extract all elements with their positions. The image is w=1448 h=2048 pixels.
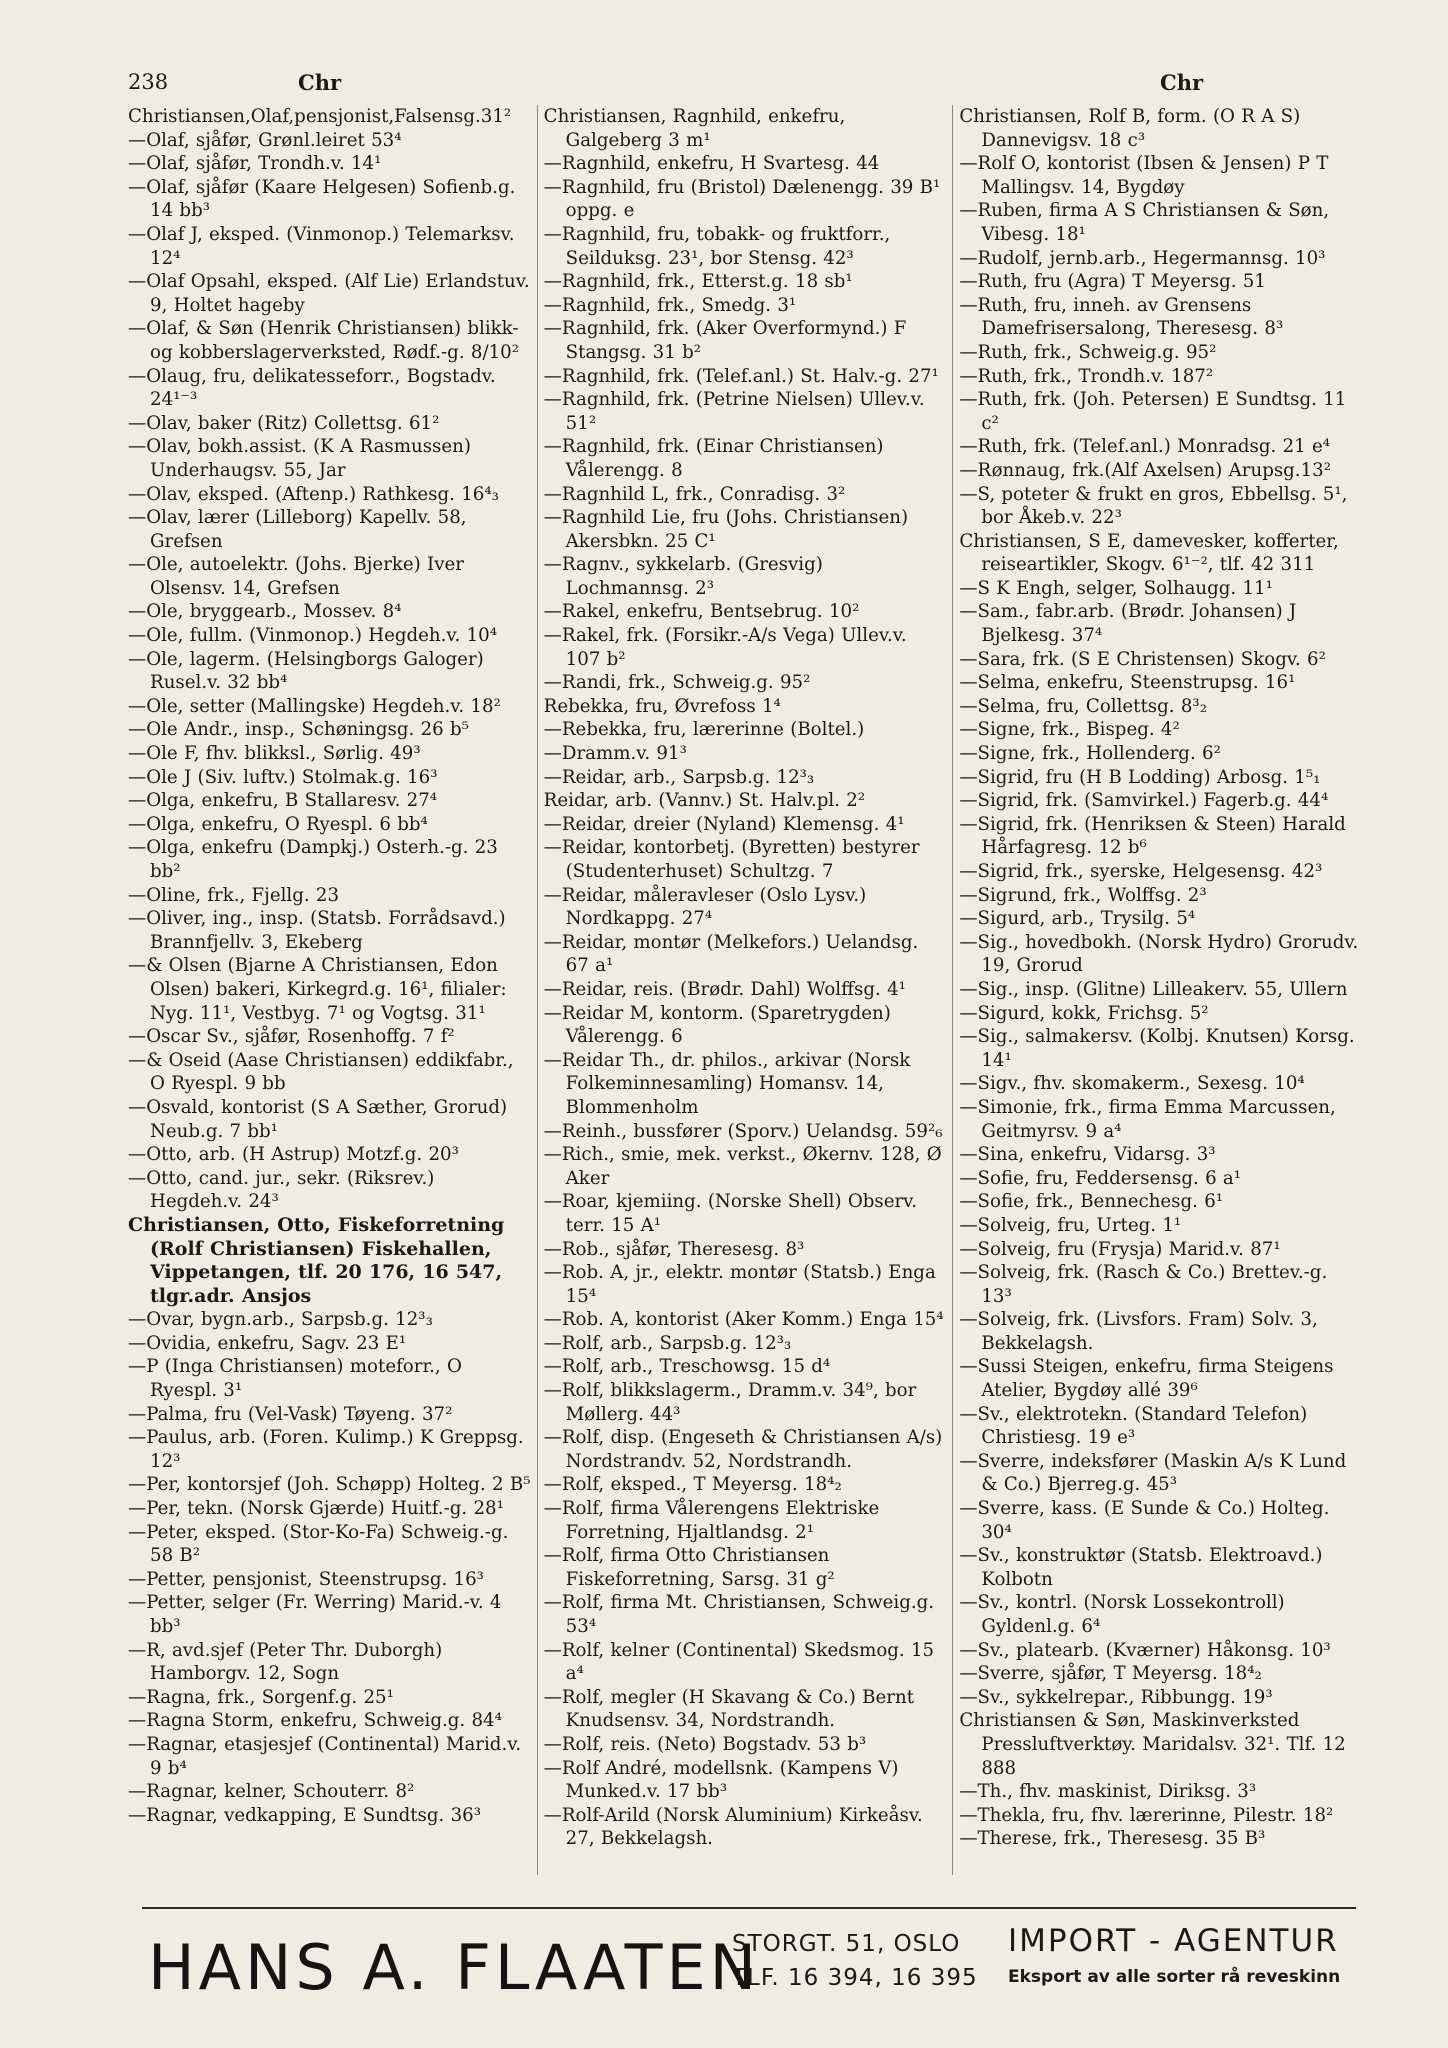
directory-entry: —Ragnhild, enkefru, H Svartesg. 44	[543, 153, 880, 175]
directory-entry: —Ragnar, etasjesjef (Continental) Marid.v. 9 b⁴	[128, 1733, 522, 1779]
directory-entry: —Selma, enkefru, Steenstrupsg. 16¹	[959, 672, 1296, 694]
directory-entry: —Sig., insp. (Glitne) Lilleakerv. 55, Ullern	[959, 978, 1348, 1000]
directory-entry: —Ragna, frk., Sorgenf.g. 25¹	[128, 1686, 394, 1708]
directory-entry: —Sverre, sjåfør, T Meyersg. 18⁴₂	[959, 1663, 1262, 1685]
directory-entry: —Signe, frk., Hollenderg. 6²	[959, 743, 1221, 765]
directory-entry: —Oscar Sv., sjåfør, Rosenhoffg. 7 f²	[128, 1026, 455, 1048]
directory-entry: —Ragnhild, frk., Etterst.g. 18 sb¹	[543, 271, 853, 293]
directory-entry: —Ragnhild, frk. (Telef.anl.) St. Halv.-g. 27¹	[543, 365, 939, 387]
directory-entry: —Rebekka, fru, lærerinne (Boltel.)	[543, 719, 865, 741]
directory-entry: —Ruth, fru, inneh. av Grensens Damefrisersalong, Theresesg. 8³	[959, 294, 1284, 340]
directory-entry: —Reidar, montør (Melkefors.) Uelandsg. 67 a¹	[543, 931, 919, 977]
directory-entry: —Peter, eksped. (Stor-Ko-Fa) Schweig.-g. 58 B²	[128, 1521, 509, 1567]
directory-entry: —Sam., fabr.arb. (Brødr. Johansen) J Bjelkesg. 37⁴	[959, 601, 1297, 647]
directory-entry: —Sverre, indeksfører (Maskin A/s K Lund & Co.) Bjerreg.g. 45³	[959, 1450, 1347, 1496]
directory-entry: —Per, tekn. (Norsk Gjærde) Huitf.-g. 28¹	[128, 1498, 504, 1520]
directory-entry: —Ruth, frk. (Telef.anl.) Monradsg. 21 e⁴	[959, 436, 1331, 458]
directory-entry: —Rolf André, modellsnk. (Kampens V) Munked.v. 17 bb³	[543, 1757, 899, 1803]
directory-entry: —Ragnhild Lie, fru (Johs. Christiansen) Akersbkn. 25 C¹	[543, 507, 909, 552]
directory-entry: —Sofie, frk., Bennechesg. 6¹	[959, 1191, 1224, 1213]
directory-entry: —Sig., hovedbokh. (Norsk Hydro) Grorudv. 19, Grorud	[959, 931, 1359, 977]
directory-entry: —Ragnhild L, frk., Conradisg. 3²	[543, 483, 846, 505]
directory-entry: —Reidar, arb., Sarpsb.g. 12³₃	[543, 766, 815, 788]
directory-entry: —Rob. A, kontorist (Aker Komm.) Enga 15⁴	[543, 1309, 944, 1331]
directory-entry: —Roar, kjemiing. (Norske Shell) Observ. terr. 15 A¹	[543, 1191, 918, 1236]
directory-entry: —Ragnhild, frk. (Petrine Nielsen) Ullev.v. 51²	[543, 389, 925, 434]
directory-entry: —Rolf, arb., Treschowsg. 15 d⁴	[543, 1356, 831, 1378]
directory-entry: —Ruben, firma A S Christiansen & Søn, Vibesg. 18¹	[959, 200, 1330, 245]
directory-entry: —Olaf, sjåfør, Grønl.leiret 53⁴	[128, 129, 402, 151]
directory-entry: —Sv., konstruktør (Statsb. Elektroavd.) Kolbotn	[959, 1545, 1323, 1590]
directory-entry: —Olaf, sjåfør (Kaare Helgesen) Sofienb.g. 14 bb³	[128, 176, 516, 222]
directory-entry: —Sara, frk. (S E Christensen) Skogv. 6²	[959, 648, 1326, 670]
directory-entry: —Signe, frk., Bispeg. 4²	[959, 719, 1180, 741]
directory-entry: —Reidar, dreier (Nyland) Klemensg. 4¹	[543, 813, 905, 835]
directory-entry: —Sigrid, frk. (Henriksen & Steen) Harald Hårfagresg. 12 b⁶	[959, 813, 1346, 859]
directory-entry: —Ragnar, vedkapping, E Sundtsg. 36³	[128, 1804, 482, 1826]
directory-entry: —Olga, enkefru, B Stallaresv. 27⁴	[128, 790, 438, 812]
directory-entry: —Rudolf, jernb.arb., Hegermannsg. 10³	[959, 247, 1326, 269]
directory-entry: —Rolf, eksped., T Meyersg. 18⁴₂	[543, 1474, 842, 1496]
directory-entry: —Sigv., fhv. skomakerm., Sexesg. 10⁴	[959, 1073, 1305, 1095]
directory-entry: —Sigrid, frk. (Samvirkel.) Fagerb.g. 44⁴	[959, 790, 1329, 812]
directory-entry: —Rakel, frk. (Forsikr.-A/s Vega) Ullev.v. 107 b²	[543, 625, 907, 670]
directory-entry: —Sina, enkefru, Vidarsg. 3³	[959, 1144, 1216, 1166]
directory-entry: —Olaf J, eksped. (Vinmonop.) Telemarksv. 12⁴	[128, 223, 515, 269]
directory-entry: —Ole J (Siv. luftv.) Stolmak.g. 16³	[128, 766, 438, 788]
directory-entry: —Oline, frk., Fjellg. 23	[128, 884, 340, 906]
directory-entry: —Sussi Steigen, enkefru, firma Steigens Atelier, Bygdøy allé 39⁶	[959, 1356, 1334, 1402]
directory-entry: —Olav, baker (Ritz) Collettsg. 61²	[128, 412, 440, 434]
directory-entry: —Otto, cand. jur., sekr. (Riksrev.) Hegdeh.v. 24³	[128, 1167, 435, 1213]
column-middle	[537, 105, 953, 1875]
directory-entry: —Solveig, fru, Urteg. 1¹	[959, 1214, 1182, 1236]
directory-entry: —Otto, arb. (H Astrup) Motzf.g. 20³	[128, 1144, 459, 1166]
directory-entry: —Rolf, disp. (Engeseth & Christiansen A/s) Nordstrandv. 52, Nordstrandh.	[543, 1427, 943, 1472]
directory-entry: Christiansen,Olaf,pensjonist,Falsensg.31²	[128, 106, 512, 127]
directory-entry: —Sv., platearb. (Kværner) Håkonsg. 10³	[959, 1639, 1331, 1661]
directory-entry: —Olga, enkefru, O Ryespl. 6 bb⁴	[128, 813, 428, 835]
directory-entry: —Ragnhild, fru (Bristol) Dælenengg. 39 B¹ oppg. e	[543, 176, 941, 222]
directory-entry: —Olaf Opsahl, eksped. (Alf Lie) Erlandstuv. 9, Holtet hageby	[128, 271, 530, 316]
directory-entry: —Olaf, sjåfør, Trondh.v. 14¹	[128, 153, 382, 175]
directory-entry: —Thekla, fru, fhv. lærerinne, Pilestr. 18²	[959, 1804, 1334, 1826]
directory-entry: —Ole Andr., insp., Schøningsg. 26 b⁵	[128, 719, 469, 741]
directory-entry: —Rolf, blikkslagerm., Dramm.v. 34⁹, bor Møllerg. 44³	[543, 1380, 917, 1425]
directory-entry: Christiansen, S E, damevesker, kofferter, reiseartikler, Skogv. 6¹⁻², tlf. 42 311	[959, 530, 1339, 576]
directory-entry: —Ole F, fhv. blikksl., Sørlig. 49³	[128, 743, 421, 765]
directory-entry: —Ruth, frk. (Joh. Petersen) E Sundtsg. 11 c²	[959, 389, 1347, 434]
directory-entry: —Randi, frk., Schweig.g. 95²	[543, 672, 811, 694]
directory-entry: —Olaf, & Søn (Henrik Christiansen) blikk- og kobberslagerverksted, Rødf.-g. 8/10²	[128, 318, 520, 363]
directory-entry: —Ole, autoelektr. (Johs. Bjerke) Iver Olsensv. 14, Grefsen	[128, 554, 464, 599]
directory-entry: —Reidar M, kontorm. (Sparetrygden) Vålerengg. 6	[543, 1002, 891, 1048]
ad-import-heading: IMPORT - AGENTUR	[1008, 1923, 1339, 1959]
directory-entry: —Rolf, reis. (Neto) Bogstadv. 53 b³	[543, 1733, 867, 1755]
directory-entry: —Rob., sjåfør, Theresesg. 8³	[543, 1238, 805, 1260]
directory-entry: —Rolf, arb., Sarpsb.g. 12³₃	[543, 1332, 792, 1354]
directory-entry: —Petter, pensjonist, Steenstrupsg. 16³	[128, 1568, 484, 1590]
directory-entry: —& Olsen (Bjarne A Christiansen, Edon Olsen) bakeri, Kirkegrd.g. 16¹, filialer: Nyg. 11¹, Vestbyg. 7¹ og Vogtsg. 31¹	[128, 955, 507, 1024]
directory-entry: —Rolf, firma Otto Christiansen Fiskeforretning, Sarsg. 31 g²	[543, 1545, 835, 1590]
directory-entry: —Ragnv., sykkelarb. (Gresvig) Lochmannsg. 2³	[543, 554, 823, 599]
directory-entry: —Ragnhild, frk. (Einar Christiansen) Vålerengg. 8	[543, 436, 884, 481]
right-running-head: Chr	[1160, 70, 1204, 95]
directory-entry: —R, avd.sjef (Peter Thr. Duborgh) Hamborgv. 12, Sogn	[128, 1639, 443, 1685]
directory-entry: —Ovidia, enkefru, Sagv. 23 E¹	[128, 1332, 407, 1354]
directory-entry: —Olav, lærer (Lilleborg) Kapellv. 58, Grefsen	[128, 507, 467, 552]
directory-entry: —Sofie, fru, Feddersensg. 6 a¹	[959, 1167, 1242, 1189]
directory-entry: —Olga, enkefru (Dampkj.) Osterh.-g. 23 bb²	[128, 837, 498, 882]
directory-entry: —Olav, eksped. (Aftenp.) Rathkesg. 16⁴₃	[128, 483, 499, 505]
directory-entry: Rebekka, fru, Øvrefoss 1⁴	[543, 695, 781, 717]
directory-entry: —Ruth, frk., Schweig.g. 95²	[959, 341, 1217, 363]
directory-entry: —Ragnhild, frk., Smedg. 3¹	[543, 294, 797, 316]
advertisement	[142, 1907, 1356, 2009]
directory-entry: Christiansen, Ragnhild, enkefru, Galgeberg 3 m¹	[543, 106, 846, 151]
directory-entry: —Sv., kontrl. (Norsk Lossekontroll) Gyldenl.g. 6⁴	[959, 1592, 1285, 1637]
directory-entry: —Petter, selger (Fr. Werring) Marid.-v. 4 bb³	[128, 1592, 502, 1637]
ad-company-name: HANS A. FLAATEN	[148, 1931, 761, 2004]
directory-entry: —Solveig, frk. (Rasch & Co.) Brettev.-g. 13³	[959, 1262, 1328, 1307]
directory-entry: —Ovar, bygn.arb., Sarpsb.g. 12³₃	[128, 1309, 433, 1331]
directory-entry: —Rolf, megler (H Skavang & Co.) Bernt Knudsensv. 34, Nordstrandh.	[543, 1686, 915, 1732]
directory-entry: —Per, kontorsjef (Joh. Schøpp) Holteg. 2 B⁵	[128, 1474, 531, 1496]
directory-entry: —Ragna Storm, enkefru, Schweig.g. 84⁴	[128, 1710, 502, 1732]
directory-entry: —P (Inga Christiansen) moteforr., O Ryespl. 3¹	[128, 1356, 462, 1402]
directory-entry: —Olaug, fru, delikatesseforr., Bogstadv. 24¹⁻³	[128, 365, 496, 411]
directory-entry: —Sv., sykkelrepar., Ribbungg. 19³	[959, 1686, 1273, 1708]
directory-entry: —Selma, fru, Collettsg. 8³₂	[959, 695, 1207, 717]
directory-entry: —Rich., smie, mek. verkst., Økernv. 128, Ø Aker	[543, 1144, 942, 1189]
directory-entry: —S, poteter & frukt en gros, Ebbellsg. 5¹, bor Åkeb.v. 22³	[959, 483, 1348, 529]
directory-entry: —Solveig, fru (Frysja) Marid.v. 87¹	[959, 1238, 1281, 1260]
directory-entry: —Reidar, reis. (Brødr. Dahl) Wolffsg. 4¹	[543, 978, 906, 1000]
directory-entry: —Th., fhv. maskinist, Diriksg. 3³	[959, 1781, 1257, 1803]
directory-entry: —Simonie, frk., firma Emma Marcussen, Geitmyrsv. 9 a⁴	[959, 1096, 1336, 1142]
directory-entry: —& Oseid (Aase Christiansen) eddikfabr., O Ryespl. 9 bb	[128, 1049, 514, 1095]
directory-columns	[128, 105, 1368, 1875]
directory-entry: —Sigrund, frk., Wolffsg. 2³	[959, 884, 1207, 906]
directory-entry: —Ole, bryggearb., Mossev. 8⁴	[128, 601, 402, 623]
directory-entry: —Rolf O, kontorist (Ibsen & Jensen) P T Mallingsv. 14, Bygdøy	[959, 153, 1329, 198]
directory-entry: —Paulus, arb. (Foren. Kulimp.) K Greppsg. 12³	[128, 1427, 524, 1472]
directory-entry: —Ruth, fru (Agra) T Meyersg. 51	[959, 271, 1266, 293]
directory-entry: Reidar, arb. (Vannv.) St. Halv.pl. 2²	[543, 790, 866, 812]
directory-entry: —Sig., salmakersv. (Kolbj. Knutsen) Korsg. 14¹	[959, 1026, 1355, 1071]
page-number: 238	[128, 70, 169, 94]
directory-entry: —Reidar Th., dr. philos., arkivar (Norsk Folkeminnesamling) Homansv. 14, Blommenholm	[543, 1049, 911, 1118]
directory-entry: —Rakel, enkefru, Bentsebrug. 10²	[543, 601, 860, 623]
column-right	[952, 105, 1368, 1875]
directory-entry: —Rolf, firma Mt. Christiansen, Schweig.g. 53⁴	[543, 1592, 935, 1637]
directory-entry: —Sigurd, arb., Trysilg. 5⁴	[959, 908, 1196, 930]
directory-entry: —Dramm.v. 91³	[543, 743, 687, 765]
directory-entry: —Sigurd, kokk, Frichsg. 5²	[959, 1002, 1209, 1024]
directory-entry: —Ole, setter (Mallingske) Hegdeh.v. 18²	[128, 695, 501, 717]
directory-entry: —Sigrid, frk., syerske, Helgesensg. 42³	[959, 861, 1323, 882]
ad-address-line: STORGT. 51, OSLO	[732, 1931, 961, 1957]
directory-entry: Christiansen, Rolf B, form. (O R A S) Dannevigsv. 18 c³	[959, 106, 1301, 151]
ad-address	[732, 1927, 978, 1995]
directory-entry: —Reidar, kontorbetj. (Byretten) bestyrer (Studenterhuset) Schultzg. 7	[543, 837, 920, 882]
directory-entry: —Reinh., bussfører (Sporv.) Uelandsg. 59²₆	[543, 1120, 943, 1142]
directory-entry: —Rolf-Arild (Norsk Aluminium) Kirkeåsv. 27, Bekkelagsh.	[543, 1804, 923, 1850]
directory-entry: —Ole, lagerm. (Helsingborgs Galoger) Rusel.v. 32 bb⁴	[128, 648, 484, 694]
directory-entry: —Rolf, kelner (Continental) Skedsmog. 15 a⁴	[543, 1639, 935, 1685]
directory-entry: —S K Engh, selger, Solhaugg. 11¹	[959, 577, 1273, 599]
directory-entry: —Ragnar, kelner, Schouterr. 8²	[128, 1781, 415, 1803]
directory-entry: —Sverre, kass. (E Sunde & Co.) Holteg. 30⁴	[959, 1498, 1330, 1543]
directory-entry: —Reidar, måleravleser (Oslo Lysv.) Nordkappg. 27⁴	[543, 884, 867, 930]
ad-phone-line: TLF. 16 394, 16 395	[732, 1965, 978, 1991]
directory-entry: —Osvald, kontorist (S A Sæther, Grorud) Neub.g. 7 bb¹	[128, 1096, 508, 1142]
directory-entry: —Ole, fullm. (Vinmonop.) Hegdeh.v. 10⁴	[128, 625, 498, 647]
directory-entry: —Ruth, frk., Trondh.v. 187²	[959, 365, 1214, 387]
directory-entry: —Ragnhild, fru, tobakk- og fruktforr., Seilduksg. 23¹, bor Stensg. 42³	[543, 223, 891, 269]
ad-export-line: Eksport av alle sorter rå reveskinn	[1008, 1967, 1341, 1987]
column-left	[128, 105, 537, 1875]
directory-entry: —Rob. A, jr., elektr. montør (Statsb.) Enga 15⁴	[543, 1262, 936, 1307]
directory-entry: —Solveig, frk. (Livsfors. Fram) Solv. 3, Bekkelagsh.	[959, 1309, 1318, 1354]
page-header	[128, 62, 1358, 102]
directory-entry: Christiansen, Otto, Fiskeforretning (Rolf Christiansen) Fiskehallen, Vippetangen, tlf. 20 176, 16 547, tlgr.adr. Ansjos	[128, 1213, 505, 1307]
directory-entry: —Ragnhild, frk. (Aker Overformynd.) F Stangsg. 31 b²	[543, 318, 907, 363]
left-running-head: Chr	[298, 70, 342, 95]
directory-entry: —Palma, fru (Vel-Vask) Tøyeng. 37²	[128, 1403, 453, 1425]
directory-entry: —Sigrid, fru (H B Lodding) Arbosg. 1⁵₁	[959, 766, 1321, 788]
directory-entry: —Rønnaug, frk.(Alf Axelsen) Arupsg.13²	[959, 459, 1332, 481]
directory-entry: —Sv., elektrotekn. (Standard Telefon) Christiesg. 19 e³	[959, 1403, 1308, 1449]
directory-entry: —Olav, bokh.assist. (K A Rasmussen) Underhaugsv. 55, Jar	[128, 436, 471, 481]
directory-entry: —Oliver, ing., insp. (Statsb. Forrådsavd.) Brannfjellv. 3, Ekeberg	[128, 908, 506, 953]
directory-entry: —Rolf, firma Vålerengens Elektriske Forretning, Hjaltlandsg. 2¹	[543, 1498, 880, 1543]
directory-entry: Christiansen & Søn, Maskinverksted Pressluftverktøy. Maridalsv. 32¹. Tlf. 12 888	[959, 1710, 1346, 1779]
directory-entry: —Therese, frk., Theresesg. 35 B³	[959, 1828, 1266, 1850]
